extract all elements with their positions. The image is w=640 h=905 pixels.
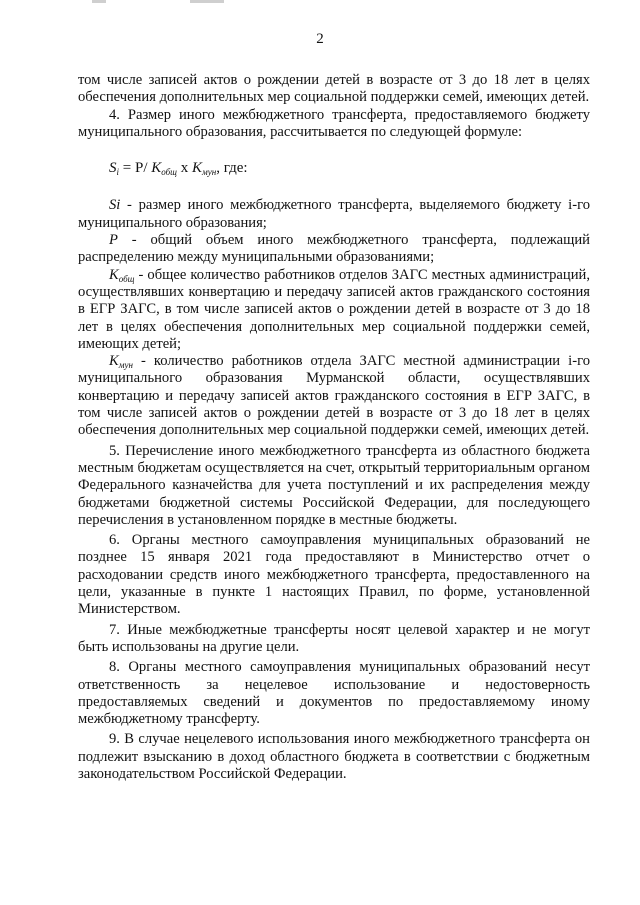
definition-term: K (109, 266, 119, 283)
definition-term-sub: общ (118, 273, 135, 284)
definition-si (78, 197, 590, 232)
formula-tail: , где: (216, 160, 248, 177)
definition-term-sub: мун (118, 360, 133, 371)
formula-k1: K (151, 160, 162, 177)
definition-text: - количество работников отдела ЗАГС местной администрации i-го муниципального образования Мурманской области, осуществлявших конвертацию и передачу записей актов гражданского состояния в ЕГР ЗАГС, в том числе записей актов о рождении детей в возрасте от 3 до 18 лет в целях обеспечения дополнительных мер социальной поддержки семей, имеющих детей. (78, 353, 590, 439)
paragraph-4: 4. Размер иного межбюджетного трансферта, предоставляемого бюджету муниципального образования, рассчитывается по следующей формуле: (78, 106, 590, 140)
definition-kobsh (78, 267, 590, 353)
definition-kmun (78, 353, 590, 439)
formula-times: х (176, 160, 192, 177)
formula-rest: = P/ (119, 160, 152, 177)
paragraph-5: 5. Перечисление иного межбюджетного трансферта из областного бюджета местным бюджетам осуществляется на счет, открытый территориальным органом Федерального казначейства для учета поступлений и их распределения между бюджетами бюджетной системы Российской Федерации, для последующего перечисления в установленном порядке в местные бюджеты. (78, 442, 590, 528)
definition-text: - размер иного межбюджетного трансферта, выделяемого бюджету i-го муниципального образования; (78, 197, 590, 231)
definition-p (78, 232, 590, 267)
formula-lhs: S (109, 160, 117, 177)
definition-term: P (109, 232, 118, 249)
formula-k2: K (191, 160, 202, 177)
paragraph-8: 8. Органы местного самоуправления муниципальных образований несут ответственность за нецелевое использование и недостоверность предоставляемых сведений и документов по предоставляемому иному межбюджетному трансферту. (78, 659, 590, 728)
scan-mark (92, 0, 106, 3)
formula-k2-sub: мун (201, 167, 217, 178)
definition-term: K (109, 353, 119, 370)
paragraph-continuation: том числе записей актов о рождении детей в возрасте от 3 до 18 лет в целях обеспечения дополнительных мер социальной поддержки семей, имеющих детей. (78, 72, 590, 106)
scan-mark (190, 0, 224, 3)
definition-text: - общий объем иного межбюджетного трансферта, подлежащий распределению между муниципальными образованиями; (78, 232, 590, 266)
paragraph-9: 9. В случае нецелевого использования иного межбюджетного трансферта он подлежит взысканию в доход областного бюджета в соответствии с бюджетным законодательством Российской Федерации. (78, 731, 590, 782)
formula-k1-sub: общ (161, 167, 177, 178)
scan-artifact (0, 0, 640, 6)
paragraph-7: 7. Иные межбюджетные трансферты носят целевой характер и не могут быть использованы на другие цели. (78, 621, 590, 655)
paragraph-6: 6. Органы местного самоуправления муниципальных образований не позднее 15 января 2021 года предоставляют в Министерство отчет о расходовании средств иного межбюджетного трансферта, предоставленного на цели, указанные в пункте 1 настоящих Правил, по форме, установленной Министерством. (78, 532, 590, 618)
formula-lhs-sub: i (116, 167, 120, 178)
definition-term: Si (109, 197, 121, 214)
page-number: 2 (316, 31, 324, 47)
formula (109, 160, 590, 177)
definition-text: - общее количество работников отделов ЗАГС местных администраций, осуществлявших конвертацию и передачу записей актов гражданского состояния в ЕГР ЗАГС, в том числе записей актов о рождении детей в возрасте от 3 до 18 лет в целях обеспечения дополнительных мер социальной поддержки семей, имеющих детей; (78, 266, 590, 352)
document-body (78, 72, 590, 783)
